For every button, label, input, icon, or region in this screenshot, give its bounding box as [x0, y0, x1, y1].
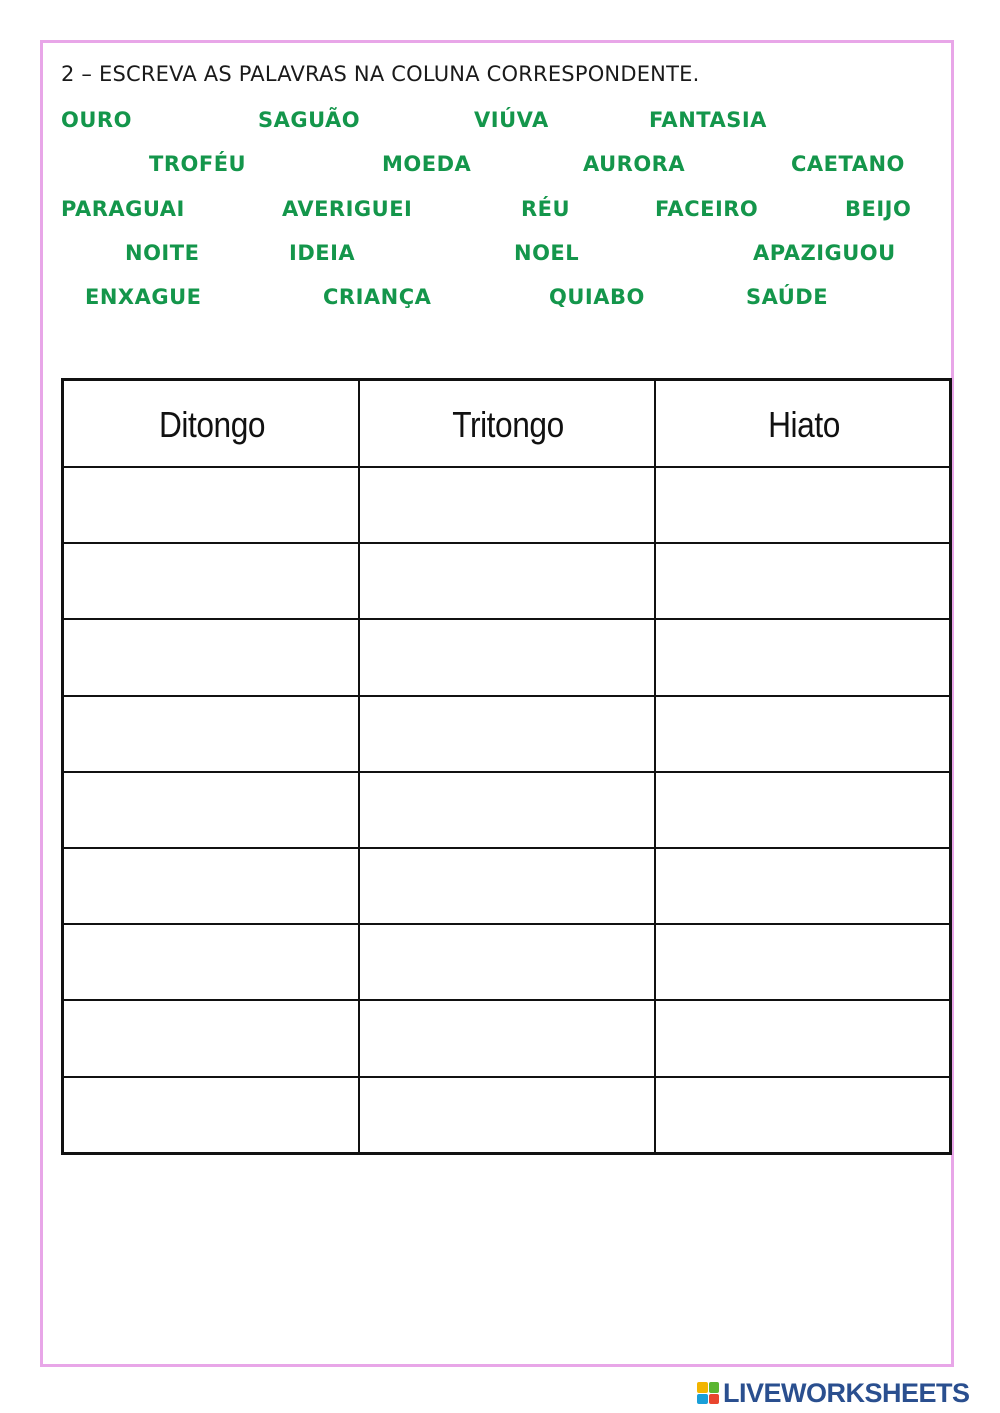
answer-cell[interactable]: [64, 544, 360, 618]
word-moeda: MOEDA: [382, 152, 472, 176]
answer-cell[interactable]: [360, 849, 656, 923]
answer-cell[interactable]: [64, 925, 360, 999]
answer-cell[interactable]: [360, 773, 656, 847]
answer-cell[interactable]: [656, 468, 952, 542]
answer-cell[interactable]: [656, 1001, 952, 1075]
word-reu: RÉU: [521, 197, 571, 221]
word-quiabo: QUIABO: [549, 285, 645, 309]
answer-table: [61, 378, 952, 1155]
liveworksheets-logo[interactable]: [697, 1378, 970, 1408]
answer-cell[interactable]: [64, 620, 360, 694]
liveworksheets-logo-icon: [697, 1382, 719, 1404]
word-enxague: ENXAGUE: [85, 285, 202, 309]
word-noel: NOEL: [514, 241, 580, 265]
answer-cell[interactable]: [656, 544, 952, 618]
answer-cell[interactable]: [360, 620, 656, 694]
word-beijo: BEIJO: [845, 197, 912, 221]
answer-cell[interactable]: [656, 925, 952, 999]
word-saguao: SAGUÃO: [258, 108, 361, 132]
word-viuva: VIÚVA: [474, 108, 549, 132]
word-trofeu: TROFÉU: [149, 152, 247, 176]
answer-cell[interactable]: [64, 1001, 360, 1075]
word-apaziguou: APAZIGUOU: [753, 241, 896, 265]
word-saude: SAÚDE: [746, 285, 829, 309]
answer-cell[interactable]: [360, 544, 656, 618]
word-aurora: AURORA: [583, 152, 686, 176]
answer-cell[interactable]: [64, 849, 360, 923]
word-faceiro: FACEIRO: [655, 197, 759, 221]
answer-cell[interactable]: [64, 468, 360, 542]
answer-cell[interactable]: [656, 849, 952, 923]
word-averiguei: AVERIGUEI: [282, 197, 413, 221]
word-caetano: CAETANO: [791, 152, 905, 176]
answer-cell[interactable]: [656, 1078, 952, 1152]
answer-cell[interactable]: [360, 697, 656, 771]
word-noite: NOITE: [125, 241, 200, 265]
column-header-hiato: Hiato: [768, 403, 840, 445]
column-header-ditongo: Ditongo: [158, 403, 266, 445]
word-fantasia: FANTASIA: [649, 108, 767, 132]
answer-cell[interactable]: [360, 1078, 656, 1152]
answer-cell[interactable]: [64, 697, 360, 771]
logo-text: LIVEWORKSHEETS: [723, 1377, 970, 1408]
word-crianca: CRIANÇA: [323, 285, 432, 309]
answer-cell[interactable]: [360, 468, 656, 542]
answer-cell[interactable]: [360, 1001, 656, 1075]
answer-cell[interactable]: [656, 697, 952, 771]
column-header-tritongo: Tritongo: [452, 403, 564, 445]
answer-cell[interactable]: [656, 620, 952, 694]
answer-cell[interactable]: [64, 773, 360, 847]
word-paraguai: PARAGUAI: [61, 197, 185, 221]
word-ouro: OURO: [61, 108, 132, 132]
answer-cell[interactable]: [64, 1078, 360, 1152]
instruction-text: 2 – ESCREVA AS PALAVRAS NA COLUNA CORRESPONDENTE.: [61, 62, 700, 86]
answer-cell[interactable]: [656, 773, 952, 847]
answer-cell[interactable]: [360, 925, 656, 999]
word-ideia: IDEIA: [289, 241, 356, 265]
